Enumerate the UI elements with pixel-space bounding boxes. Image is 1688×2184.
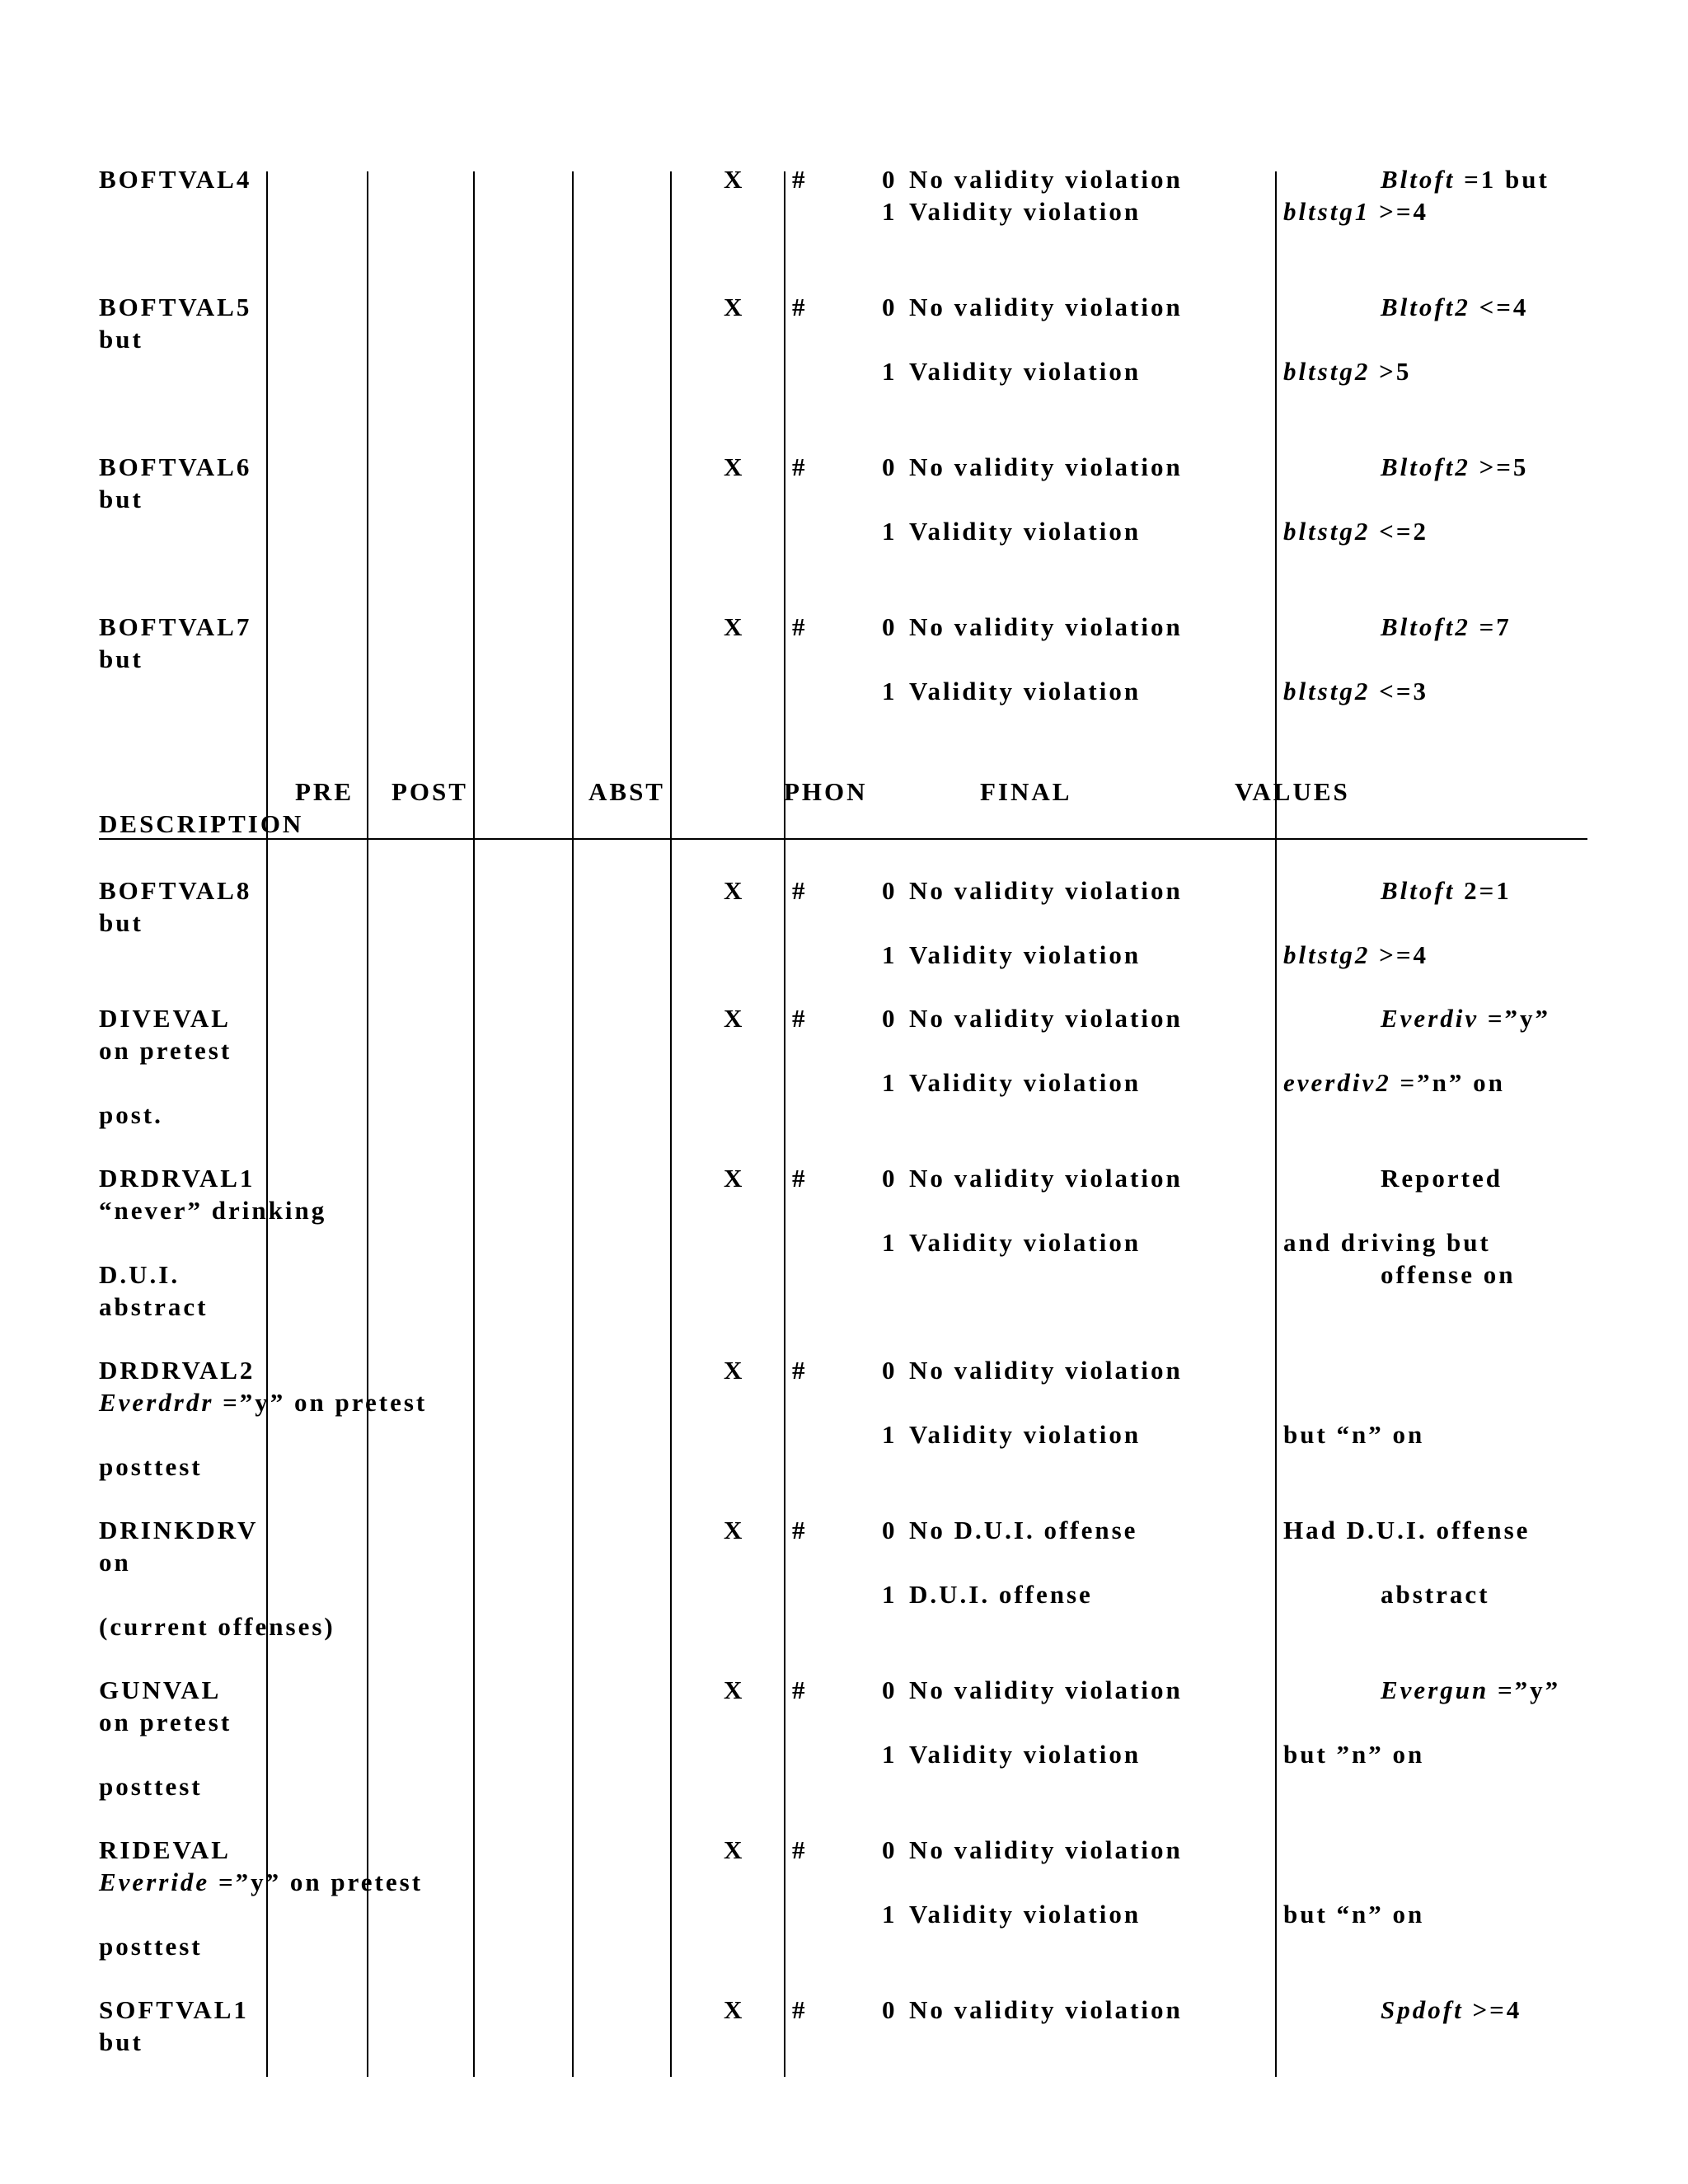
row-name: BOFTVAL5 <box>99 293 252 321</box>
label-1: Validity violation <box>909 357 1142 386</box>
code-0: 0 <box>882 1164 898 1193</box>
value-0: Bltoft =1 but <box>1381 165 1550 194</box>
header-values: VALUES <box>1235 777 1350 806</box>
value-1: bltstg1 >=4 <box>1283 197 1428 226</box>
value-1: bltstg2 >=4 <box>1283 940 1428 969</box>
row-continuation: but <box>99 908 143 937</box>
row-name: DIVEVAL <box>99 1004 231 1033</box>
header-pre: PRE <box>295 777 354 806</box>
row-hash: # <box>792 612 808 641</box>
row-hash: # <box>792 1516 808 1544</box>
label-1: Validity violation <box>909 517 1142 546</box>
label-1: Validity violation <box>909 940 1142 969</box>
code-0: 0 <box>882 1675 898 1704</box>
code-0: 0 <box>882 165 898 194</box>
value-1: bltstg2 <=2 <box>1283 517 1428 546</box>
code-0: 0 <box>882 1516 898 1544</box>
value-0: Evergun =”y” <box>1381 1675 1561 1704</box>
header-final: FINAL <box>980 777 1072 806</box>
value-0: Bltoft2 <=4 <box>1381 293 1529 321</box>
value-1: but ”n” on <box>1283 1740 1425 1769</box>
code-0: 0 <box>882 876 898 905</box>
code-0: 0 <box>882 1995 898 2024</box>
value-2: offense on <box>1381 1260 1516 1289</box>
row-hash: # <box>792 165 808 194</box>
label-0: No validity violation <box>909 1675 1183 1704</box>
code-0: 0 <box>882 1835 898 1864</box>
row-hash: # <box>792 293 808 321</box>
row-mark: X <box>724 1356 745 1385</box>
label-1: Validity violation <box>909 677 1142 705</box>
value-0: Had D.U.I. offense <box>1283 1516 1531 1544</box>
row-name: GUNVAL <box>99 1675 222 1704</box>
label-1: Validity violation <box>909 1068 1142 1097</box>
row-hash: # <box>792 1004 808 1033</box>
row-continuation: D.U.I. <box>99 1260 181 1289</box>
row-mark: X <box>724 1004 745 1033</box>
label-0: No validity violation <box>909 165 1183 194</box>
label-0: No validity violation <box>909 452 1183 481</box>
label-1: Validity violation <box>909 1740 1142 1769</box>
row-mark: X <box>724 1835 745 1864</box>
row-continuation: but <box>99 2027 143 2056</box>
row-hash: # <box>792 1356 808 1385</box>
code-1: 1 <box>882 1900 898 1929</box>
row-name: BOFTVAL7 <box>99 612 252 641</box>
row-mark: X <box>724 293 745 321</box>
row-continuation: on <box>99 1548 131 1577</box>
label-0: No validity violation <box>909 1835 1183 1864</box>
row-hash: # <box>792 1164 808 1193</box>
code-1: 1 <box>882 677 898 705</box>
row-mark: X <box>724 612 745 641</box>
row-name: SOFTVAL1 <box>99 1995 249 2024</box>
value-1: but “n” on <box>1283 1420 1425 1449</box>
row-name: BOFTVAL6 <box>99 452 252 481</box>
value-1: and driving but <box>1283 1228 1491 1257</box>
column-rule-values <box>1275 171 1277 2077</box>
row-name: BOFTVAL4 <box>99 165 252 194</box>
row-mark: X <box>724 1164 745 1193</box>
column-rule-abst <box>572 171 574 2077</box>
value-1: bltstg2 >5 <box>1283 357 1412 386</box>
row-hash: # <box>792 876 808 905</box>
row-mark: X <box>724 876 745 905</box>
value-1: everdiv2 =”n” on <box>1283 1068 1505 1097</box>
column-rule-post <box>367 171 368 2077</box>
column-rule-mid <box>473 171 475 2077</box>
header-description: DESCRIPTION <box>99 809 304 838</box>
label-0: No D.U.I. offense <box>909 1516 1138 1544</box>
column-rule-final <box>784 171 785 2077</box>
code-1: 1 <box>882 1420 898 1449</box>
column-rule-phon <box>670 171 672 2077</box>
code-0: 0 <box>882 452 898 481</box>
code-0: 0 <box>882 1004 898 1033</box>
row-continuation: Everdrdr =”y” on pretest <box>99 1388 428 1417</box>
row-continuation: posttest <box>99 1772 203 1801</box>
label-0: No validity violation <box>909 293 1183 321</box>
row-continuation: posttest <box>99 1932 203 1961</box>
row-continuation: (current offenses) <box>99 1612 335 1641</box>
code-0: 0 <box>882 612 898 641</box>
code-1: 1 <box>882 940 898 969</box>
label-1: D.U.I. offense <box>909 1580 1093 1609</box>
row-mark: X <box>724 1675 745 1704</box>
row-name: DRDRVAL1 <box>99 1164 256 1193</box>
value-0: Everdiv =”y” <box>1381 1004 1551 1033</box>
row-continuation: “never” drinking <box>99 1196 327 1225</box>
column-rule-pre <box>266 171 268 2077</box>
code-1: 1 <box>882 1068 898 1097</box>
header-post: POST <box>392 777 468 806</box>
row-mark: X <box>724 452 745 481</box>
value-0: Bltoft 2=1 <box>1381 876 1512 905</box>
row-continuation: posttest <box>99 1452 203 1481</box>
value-1: bltstg2 <=3 <box>1283 677 1428 705</box>
row-name: DRDRVAL2 <box>99 1356 256 1385</box>
code-1: 1 <box>882 357 898 386</box>
row-hash: # <box>792 1675 808 1704</box>
label-0: No validity violation <box>909 1995 1183 2024</box>
row-name: DRINKDRV <box>99 1516 259 1544</box>
header-phon: PHON <box>784 777 868 806</box>
row-continuation: but <box>99 325 143 354</box>
row-continuation: abstract <box>99 1292 209 1321</box>
code-1: 1 <box>882 517 898 546</box>
value-0: Spdoft >=4 <box>1381 1995 1522 2024</box>
header-abst: ABST <box>588 777 665 806</box>
row-continuation: Everride =”y” on pretest <box>99 1868 424 1896</box>
row-hash: # <box>792 452 808 481</box>
row-continuation: on pretest <box>99 1036 232 1065</box>
label-0: No validity violation <box>909 1004 1183 1033</box>
row-continuation: but <box>99 485 143 513</box>
value-0: Reported <box>1381 1164 1503 1193</box>
label-0: No validity violation <box>909 1356 1183 1385</box>
row-continuation: but <box>99 644 143 673</box>
value-0: Bltoft2 =7 <box>1381 612 1512 641</box>
value-0: Bltoft2 >=5 <box>1381 452 1529 481</box>
row-mark: X <box>724 1516 745 1544</box>
row-mark: X <box>724 165 745 194</box>
code-0: 0 <box>882 1356 898 1385</box>
row-mark: X <box>724 1995 745 2024</box>
code-1: 1 <box>882 197 898 226</box>
row-name: BOFTVAL8 <box>99 876 252 905</box>
code-1: 1 <box>882 1228 898 1257</box>
row-hash: # <box>792 1835 808 1864</box>
label-1: Validity violation <box>909 1228 1142 1257</box>
row-name: RIDEVAL <box>99 1835 231 1864</box>
label-1: Validity violation <box>909 197 1142 226</box>
row-continuation: on pretest <box>99 1708 232 1736</box>
row-continuation: post. <box>99 1100 163 1129</box>
code-1: 1 <box>882 1580 898 1609</box>
code-1: 1 <box>882 1740 898 1769</box>
label-0: No validity violation <box>909 612 1183 641</box>
label-0: No validity violation <box>909 876 1183 905</box>
header-rule <box>99 838 1587 840</box>
label-0: No validity violation <box>909 1164 1183 1193</box>
label-1: Validity violation <box>909 1420 1142 1449</box>
value-1: but “n” on <box>1283 1900 1425 1929</box>
row-hash: # <box>792 1995 808 2024</box>
value-1: abstract <box>1381 1580 1490 1609</box>
code-0: 0 <box>882 293 898 321</box>
label-1: Validity violation <box>909 1900 1142 1929</box>
